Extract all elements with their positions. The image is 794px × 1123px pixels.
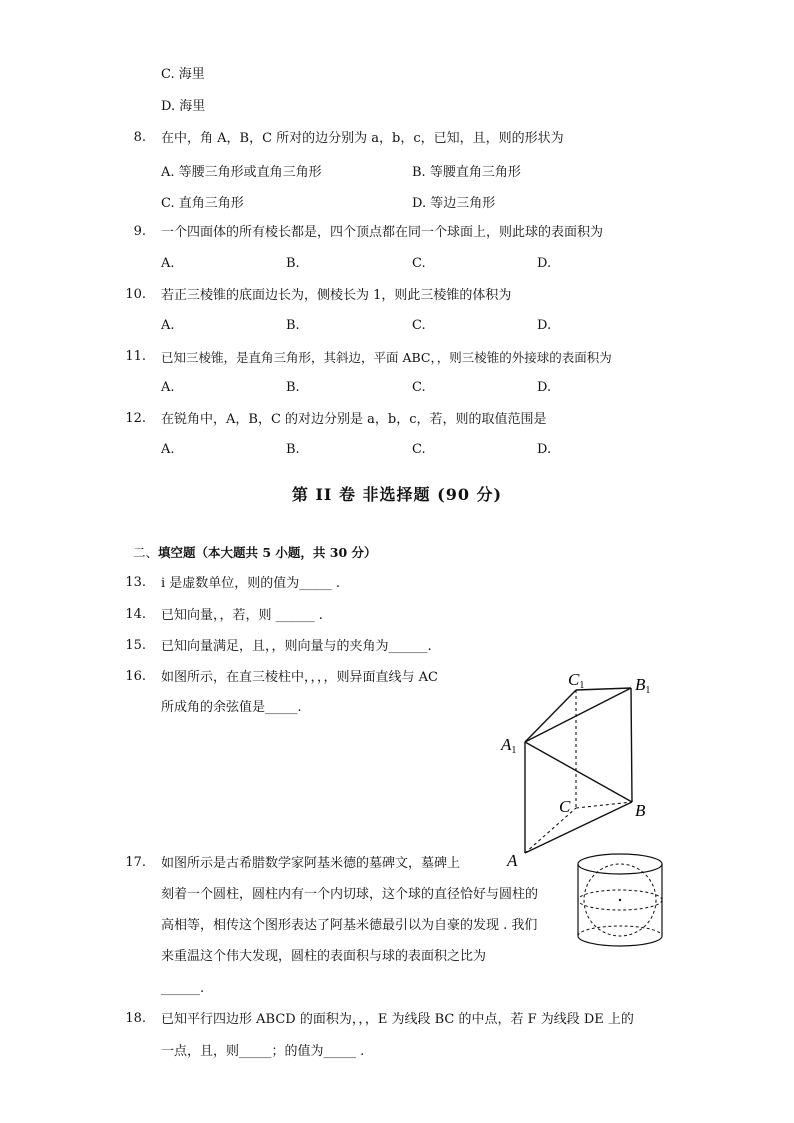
option-a: A. xyxy=(161,318,175,333)
question-number: 10. xyxy=(125,287,146,302)
prism-diagram xyxy=(498,668,678,873)
option-b: B. xyxy=(286,442,300,457)
question-number: 16. xyxy=(125,669,146,684)
question-text-line: 如图所示，在直三棱柱中，，，，则异面直线与 AC xyxy=(161,670,438,685)
question-number: 18. xyxy=(125,1011,146,1026)
question-text: 已知三棱锥，是直角三角形，其斜边，平面 ABC，，则三棱锥的外接球的表面积为 xyxy=(161,350,612,365)
option-b: B. xyxy=(286,380,300,395)
option-b: B. xyxy=(286,256,300,271)
cylinder-diagram xyxy=(572,850,668,950)
label-c1: C1 xyxy=(568,670,585,691)
option-d: D. xyxy=(537,318,552,333)
option-c: C. xyxy=(412,380,426,395)
option-b: B. xyxy=(286,318,300,333)
question-text: 已知向量满足，且，，则向量与的夹角为______. xyxy=(161,639,432,654)
label-b1: B1 xyxy=(635,675,651,696)
option-d: D. xyxy=(537,442,552,457)
section-header-text: 填空题（本大题共 5 小题，共 30 分） xyxy=(158,545,377,560)
question-text: 在锐角中，A，B，C 的对边分别是 a，b，c，若，则的取值范围是 xyxy=(161,412,547,427)
question-text-line: 刻着一个圆柱，圆柱内有一个内切球，这个球的直径恰好与圆柱的 xyxy=(161,887,539,902)
option-a: A. xyxy=(161,256,175,271)
question-text-line: 所成角的余弦值是_____. xyxy=(161,700,302,715)
option-c: C. 直角三角形 xyxy=(161,196,244,211)
question-text-line: ______. xyxy=(161,981,205,996)
question-text-line: 来重温这个伟大发现，圆柱的表面积与球的表面积之比为 xyxy=(161,949,487,964)
question-text-line: 如图所示是古希腊数学家阿基米德的墓碑文，墓碑上 xyxy=(161,856,461,871)
label-b: B xyxy=(635,801,646,820)
option-d: D. xyxy=(537,380,552,395)
question-text: 已知向量，，若，则 ______ . xyxy=(161,608,323,623)
question-number: 9. xyxy=(133,224,146,239)
question-number: 17. xyxy=(125,855,146,870)
section-header-prefix: 二、 xyxy=(133,545,159,560)
question-text: 一个四面体的所有棱长都是，四个顶点都在同一个球面上，则此球的表面积为 xyxy=(161,225,604,240)
question-text-line: 高相等，相传这个图形表达了阿基米德最引以为自豪的发现 . 我们 xyxy=(161,918,538,933)
option-a: A. 等腰三角形或直角三角形 xyxy=(161,165,322,180)
label-c: C xyxy=(559,797,571,816)
option-b: B. 等腰直角三角形 xyxy=(412,165,521,180)
label-a: A xyxy=(507,851,518,870)
question-text: i 是虚数单位，则的值为_____ . xyxy=(161,576,341,591)
option-c: C. xyxy=(412,256,426,271)
option-c: C. xyxy=(412,442,426,457)
option-a: A. xyxy=(161,442,175,457)
option-d: D. 等边三角形 xyxy=(412,196,496,211)
option-d: D. 海里 xyxy=(161,99,206,114)
option-c: C. xyxy=(412,318,426,333)
question-text: 若正三棱锥的底面边长为，侧棱长为 1，则此三棱锥的体积为 xyxy=(161,288,512,303)
question-number: 12. xyxy=(125,411,146,426)
prism-figure xyxy=(498,668,678,873)
section-title: 第 II 卷 非选择题 (90 分) xyxy=(291,485,503,504)
question-number: 11. xyxy=(125,349,146,364)
question-number: 15. xyxy=(125,638,146,653)
question-number: 8. xyxy=(133,130,146,145)
option-c: C. 海里 xyxy=(161,67,205,82)
question-text: 在中，角 A，B，C 所对的边分别为 a，b，c，已知，且，则的形状为 xyxy=(161,131,564,146)
question-text-line: 一点，且，则_____；的值为_____ . xyxy=(161,1044,365,1059)
section-header xyxy=(133,543,377,561)
option-a: A. xyxy=(161,380,175,395)
question-number: 13. xyxy=(125,575,146,590)
label-a1: A1 xyxy=(501,735,517,756)
option-d: D. xyxy=(537,256,552,271)
cylinder-sphere-figure xyxy=(572,850,668,950)
question-number: 14. xyxy=(125,607,146,622)
question-text-line: 已知平行四边形 ABCD 的面积为，，，E 为线段 BC 的中点，若 F 为线段 DE 上的 xyxy=(161,1012,634,1027)
